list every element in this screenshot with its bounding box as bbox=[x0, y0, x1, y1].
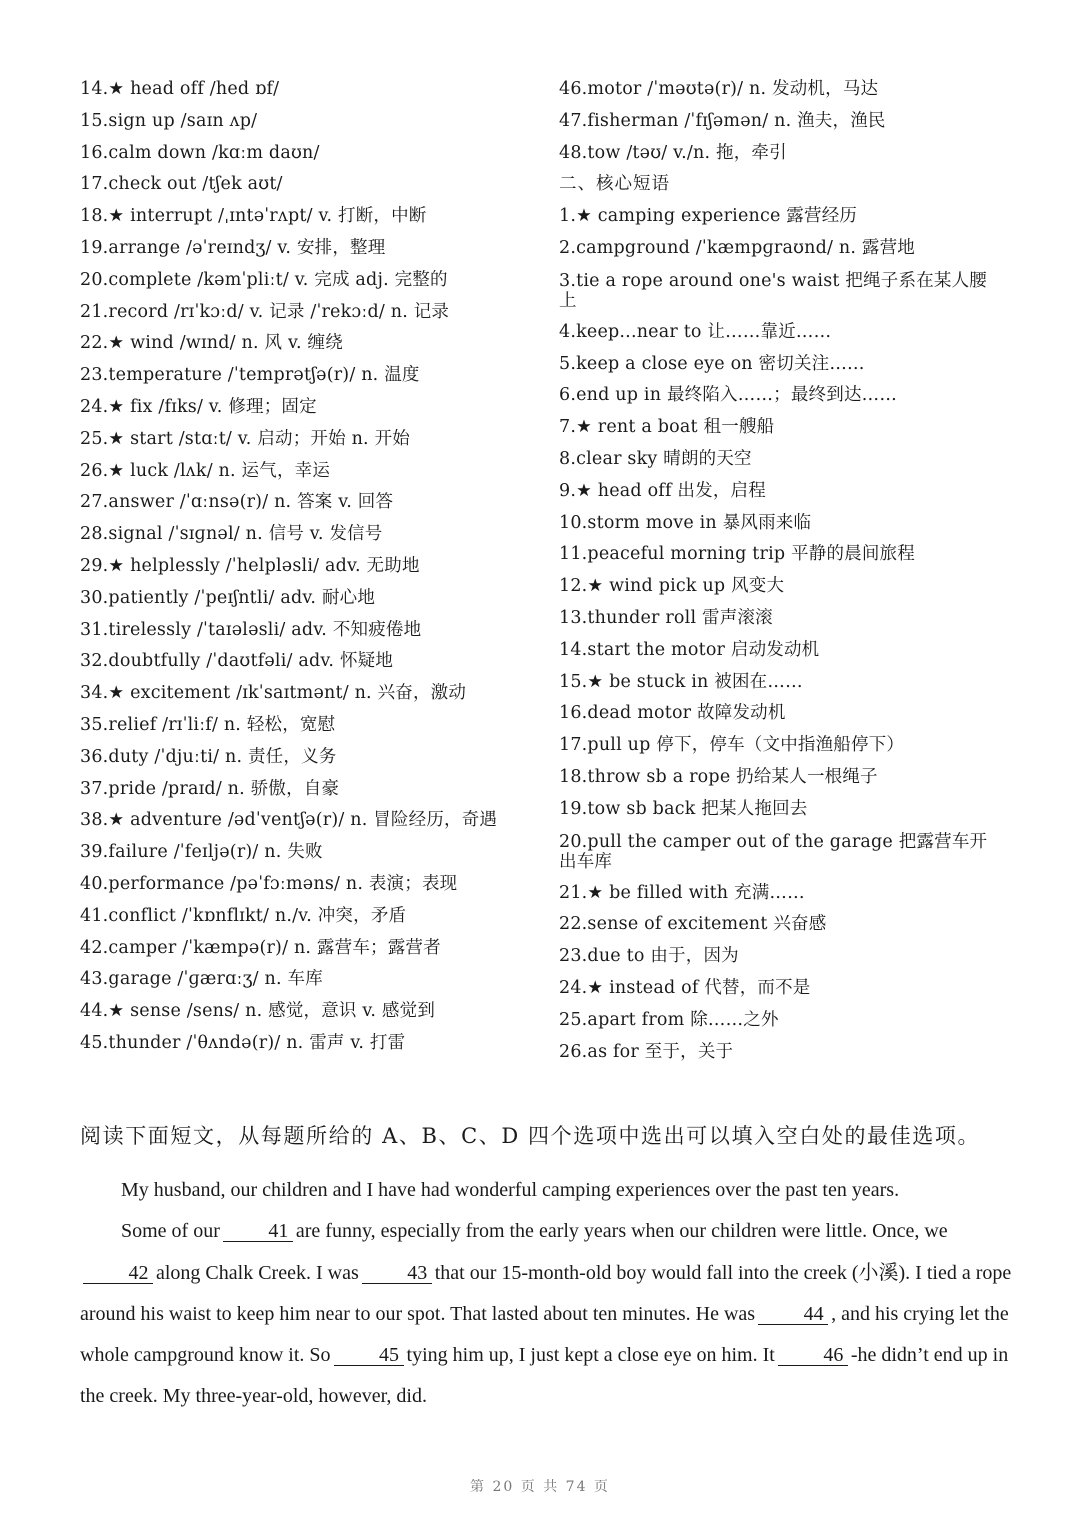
phrase-item: 17.pull up 停下，停车（文中指渔船停下） bbox=[559, 735, 905, 756]
vocabulary-and-phrases-right bbox=[559, 74, 1004, 1068]
vocab-item: 46.motor /ˈməʊtə(r)/ n. 发动机，马达 bbox=[559, 79, 879, 99]
vocab-item: 21.record /rɪˈkɔːd/ v. 记录 /ˈrekɔːd/ n. 记录 bbox=[80, 301, 450, 322]
phrase-item: 23.due to 由于，因为 bbox=[559, 946, 739, 967]
vocab-item: 43.garage /ˈɡærɑːʒ/ n. 车库 bbox=[80, 969, 323, 990]
phrase-item: 8.clear sky 晴朗的天空 bbox=[559, 448, 752, 469]
passage-text: Some of our bbox=[121, 1220, 220, 1243]
phrase-item: 18.throw sb a rope 扔给某人一根绳子 bbox=[559, 766, 878, 787]
phrase-item: 9.★ head off 出发，启程 bbox=[559, 480, 766, 501]
vocab-item: 38.★ adventure /ədˈventʃə(r)/ n. 冒险经历，奇遇 bbox=[80, 810, 498, 831]
vocab-item: 48.tow /təʊ/ v./n. 拖，牵引 bbox=[559, 142, 787, 163]
vocab-item: 30.patiently /ˈpeɪʃntli/ adv. 耐心地 bbox=[80, 587, 376, 608]
vocab-item: 29.★ helplessly /ˈhelpləsli/ adv. 无助地 bbox=[80, 555, 420, 576]
phrase-item: 22.sense of excitement 兴奋感 bbox=[559, 914, 827, 935]
phrase-item: 4.keep...near to 让……靠近…… bbox=[559, 321, 832, 342]
vocabulary-list-left bbox=[80, 74, 540, 1060]
phrase-item: 24.★ instead of 代替，而不是 bbox=[559, 977, 811, 998]
phrase-item: 19.tow sb back 把某人拖回去 bbox=[559, 798, 808, 819]
phrase-item: 26.as for 至于，关于 bbox=[559, 1041, 734, 1062]
passage-text: -he didn’t end up in the creek. My three-year-old, however, did. bbox=[80, 1344, 1009, 1408]
phrase-item: 12.★ wind pick up 风变大 bbox=[559, 576, 785, 597]
vocab-item: 34.★ excitement /ɪkˈsaɪtmənt/ n. 兴奋，激动 bbox=[80, 683, 467, 704]
phrase-item: 5.keep a close eye on 密切关注…… bbox=[559, 353, 865, 374]
phrases-heading: 二、核心短语 bbox=[559, 174, 670, 195]
blank-45: 45 bbox=[334, 1345, 404, 1366]
phrase-item: 15.★ be stuck in 被困在…… bbox=[559, 671, 803, 692]
vocab-item: 24.★ fix /fɪks/ v. 修理；固定 bbox=[80, 396, 317, 417]
phrase-item: 3.tie a rope around one's waist 把绳子系在某人腰上 bbox=[559, 270, 988, 311]
page-number: 第 20 页 共 74 页 bbox=[470, 1479, 610, 1495]
vocab-item: 44.★ sense /sens/ n. 感觉，意识 v. 感觉到 bbox=[80, 1001, 436, 1022]
vocab-item: 16.calm down /kɑːm daʊn/ bbox=[80, 142, 320, 163]
vocab-item: 42.camper /ˈkæmpə(r)/ n. 露营车；露营者 bbox=[80, 937, 441, 958]
vocab-item: 47.fisherman /ˈfɪʃəmən/ n. 渔夫，渔民 bbox=[559, 110, 886, 131]
vocab-item: 20.complete /kəmˈpliːt/ v. 完成 adj. 完整的 bbox=[80, 269, 448, 290]
passage-text: are funny, especially from the early years when our children were little. Once, we bbox=[295, 1220, 948, 1243]
phrase-item: 1.★ camping experience 露营经历 bbox=[559, 206, 858, 227]
passage-text: tying him up, I just kept a close eye on him. It bbox=[406, 1344, 775, 1367]
blank-43: 43 bbox=[362, 1263, 432, 1284]
blank-42: 42 bbox=[83, 1263, 153, 1284]
vocab-item: 18.★ interrupt /ˌɪntəˈrʌpt/ v. 打断，中断 bbox=[80, 206, 427, 227]
phrase-list bbox=[559, 201, 1004, 1068]
vocab-item: 35.relief /rɪˈliːf/ n. 轻松，宽慰 bbox=[80, 714, 336, 735]
blank-41: 41 bbox=[223, 1221, 293, 1242]
vocabulary-list-right bbox=[559, 74, 1004, 169]
vocab-item: 17.check out /tʃek aʊt/ bbox=[80, 174, 283, 195]
phrase-item: 2.campground /ˈkæmpɡraʊnd/ n. 露营地 bbox=[559, 237, 915, 258]
vocab-item: 37.pride /praɪd/ n. 骄傲，自豪 bbox=[80, 778, 340, 799]
phrase-item: 7.★ rent a boat 租一艘船 bbox=[559, 417, 775, 438]
blank-44: 44 bbox=[758, 1304, 828, 1325]
passage-paragraph-1: My husband, our children and I have had wonderful camping experiences over the past ten years. bbox=[121, 1179, 900, 1201]
vocab-item: 14.★ head off /hed ɒf/ bbox=[80, 79, 280, 99]
phrase-item: 10.storm move in 暴风雨来临 bbox=[559, 512, 812, 533]
phrase-item: 16.dead motor 故障发动机 bbox=[559, 703, 786, 724]
vocab-item: 23.temperature /ˈtemprətʃə(r)/ n. 温度 bbox=[80, 365, 420, 386]
phrase-item: 11.peaceful morning trip 平静的晨间旅程 bbox=[559, 544, 915, 565]
phrase-item: 21.★ be filled with 充满…… bbox=[559, 882, 805, 903]
vocab-item: 28.signal /ˈsɪɡnəl/ n. 信号 v. 发信号 bbox=[80, 524, 383, 545]
vocab-item: 25.★ start /stɑːt/ v. 启动；开始 n. 开始 bbox=[80, 428, 410, 449]
vocab-item: 26.★ luck /lʌk/ n. 运气，幸运 bbox=[80, 460, 331, 481]
vocab-item: 31.tirelessly /ˈtaɪələsli/ adv. 不知疲倦地 bbox=[80, 619, 422, 640]
passage-text: , and his crying let the whole campground know it. So bbox=[80, 1302, 1009, 1367]
phrase-item: 6.end up in 最终陷入……；最终到达…… bbox=[559, 385, 898, 406]
vocab-item: 45.thunder /ˈθʌndə(r)/ n. 雷声 v. 打雷 bbox=[80, 1032, 406, 1053]
blank-46: 46 bbox=[778, 1345, 848, 1366]
phrase-item: 14.start the motor 启动发动机 bbox=[559, 639, 820, 660]
vocab-item: 15.sign up /saɪn ʌp/ bbox=[80, 110, 258, 131]
vocab-item: 39.failure /ˈfeɪljə(r)/ n. 失败 bbox=[80, 842, 323, 863]
vocab-item: 40.performance /pəˈfɔːməns/ n. 表演；表现 bbox=[80, 873, 458, 894]
cloze-passage bbox=[80, 1170, 1015, 1418]
phrase-item: 25.apart from 除……之外 bbox=[559, 1009, 779, 1030]
reading-instruction: 阅读下面短文，从每题所给的 A、B、C、D 四个选项中选出可以填入空白处的最佳选项。 bbox=[80, 1124, 981, 1148]
phrase-item: 13.thunder roll 雷声滚滚 bbox=[559, 607, 773, 628]
phrase-item: 20.pull the camper out of the garage 把露营车开出车库 bbox=[559, 831, 988, 872]
vocab-item: 36.duty /ˈdjuːti/ n. 责任，义务 bbox=[80, 746, 337, 767]
vocab-item: 27.answer /ˈɑːnsə(r)/ n. 答案 v. 回答 bbox=[80, 492, 394, 513]
vocab-item: 32.doubtfully /ˈdaʊtfəli/ adv. 怀疑地 bbox=[80, 651, 394, 672]
vocab-item: 22.★ wind /wɪnd/ n. 风 v. 缠绕 bbox=[80, 333, 343, 354]
vocab-item: 41.conflict /ˈkɒnflɪkt/ n./v. 冲突，矛盾 bbox=[80, 905, 407, 926]
passage-paragraph-2 bbox=[80, 1211, 1015, 1417]
vocab-item: 19.arrange /əˈreɪndʒ/ v. 安排，整理 bbox=[80, 237, 386, 258]
passage-text: that our 15-month-old boy would fall into the creek (小溪). I tied a rope around his waist to keep him near to our spot. That lasted about ten minutes. He was bbox=[80, 1261, 1012, 1325]
passage-text: along Chalk Creek. I was bbox=[156, 1261, 359, 1284]
